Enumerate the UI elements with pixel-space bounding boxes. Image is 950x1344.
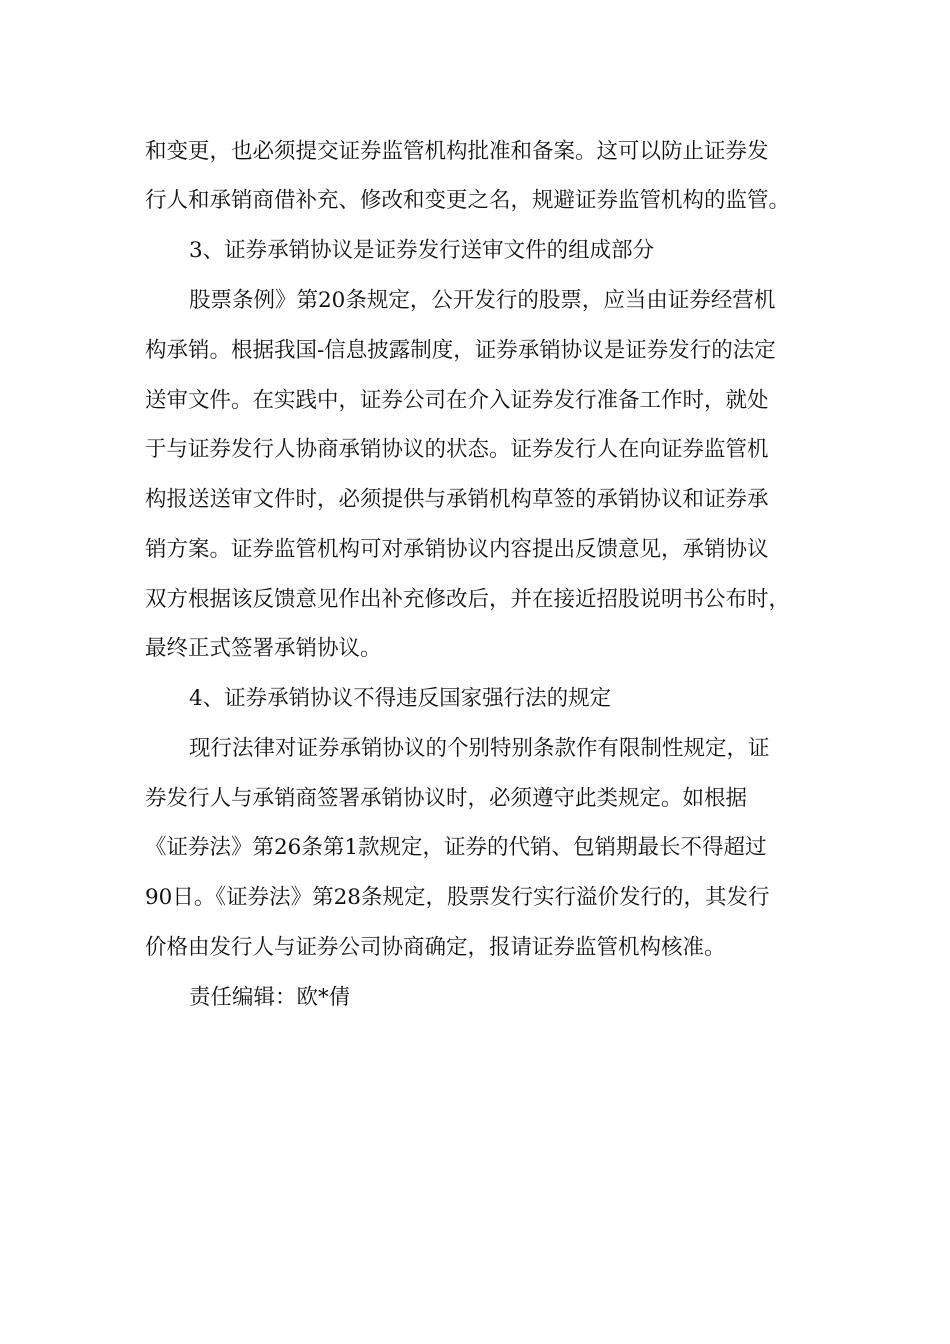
paragraph-continuation-line: 和变更，也必须提交证券监管机构批准和备案。这可以防止证券发 [145, 139, 769, 164]
editor-credit: 责任编辑：欧*倩 [189, 985, 351, 1010]
paragraph-line: 销方案。证券监管机构可对承销协议内容提出反馈意见，承销协议 [145, 537, 769, 562]
paragraph-line: 券发行人与承销商签署承销协议时，必须遵守此类规定。如根据 [145, 786, 748, 811]
paragraph-line: 于与证券发行人协商承销协议的状态。证券发行人在向证券监管机 [145, 437, 769, 462]
paragraph-line: 构报送送审文件时，必须提供与承销机构草签的承销协议和证券承 [145, 487, 769, 512]
paragraph-line: 90日。《证券法》第28条规定，股票发行实行溢价发行的，其发行 [145, 885, 770, 910]
paragraph-continuation-line: 行人和承销商借补充、修改和变更之名，规避证券监管机构的监管。 [145, 188, 791, 213]
paragraph-line: 价格由发行人与证券公司协商确定，报请证券监管机构核准。 [145, 935, 726, 960]
paragraph-first-line: 现行法律对证券承销协议的个别特别条款作有限制性规定，证 [189, 736, 770, 761]
section-heading-4: 4、证券承销协议不得违反国家强行法的规定 [189, 686, 612, 711]
paragraph-line: 《证券法》第26条第1款规定，证券的代销、包销期最长不得超过 [145, 835, 767, 860]
paragraph-line: 双方根据该反馈意见作出补充修改后，并在接近招股说明书公布时， [145, 587, 791, 612]
section-heading-3: 3、证券承销协议是证券发行送审文件的组成部分 [189, 238, 655, 263]
paragraph-line: 送审文件。在实践中，证券公司在介入证券发行准备工作时，就处 [145, 388, 769, 413]
paragraph-line: 最终正式签署承销协议。 [145, 636, 382, 661]
paragraph-first-line: 股票条例》第20条规定，公开发行的股票，应当由证券经营机 [189, 288, 776, 313]
paragraph-line: 构承销。根据我国-信息披露制度，证券承销协议是证券发行的法定 [145, 338, 776, 363]
